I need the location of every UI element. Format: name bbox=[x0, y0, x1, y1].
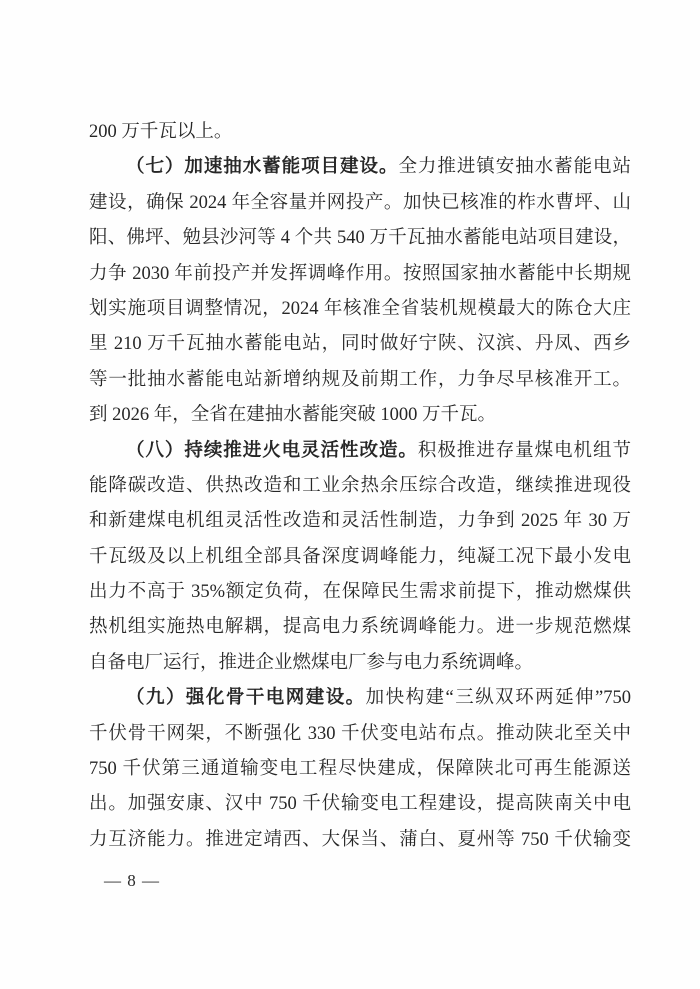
section-heading-run: （九）强化骨干电网建设。 bbox=[126, 688, 366, 709]
text-line bbox=[89, 434, 631, 469]
text-line bbox=[89, 221, 631, 256]
text-run: 阳、佛坪、勉县沙河等 4 个共 540 万千瓦抽水蓄能电站项目建设， bbox=[89, 228, 631, 249]
section-heading-run: （八）持续推进火电灵活性改造。 bbox=[126, 440, 418, 461]
text-run: 750 千伏第三通道输变电工程尽快建成，保障陕北可再生能源送 bbox=[89, 759, 631, 780]
document-body bbox=[89, 115, 631, 858]
text-run: 能降碳改造、供热改造和工业余热余压综合改造，继续推进现役 bbox=[89, 475, 631, 496]
text-run: 里 210 万千瓦抽水蓄能电站，同时做好宁陕、汉滨、丹凤、西乡 bbox=[89, 334, 631, 355]
text-line bbox=[89, 787, 631, 822]
text-run: 和新建煤电机组灵活性改造和灵活性制造，力争到 2025 年 30 万 bbox=[89, 511, 631, 532]
text-line bbox=[89, 610, 631, 645]
text-run: 到 2026 年，全省在建抽水蓄能突破 1000 万千瓦。 bbox=[89, 405, 497, 426]
text-run: 力互济能力。推进定靖西、大保当、蒲白、夏州等 750 千伏输变 bbox=[89, 829, 631, 850]
text-run: 力争 2030 年前投产并发挥调峰作用。按照国家抽水蓄能中长期规 bbox=[89, 263, 631, 284]
text-run: 等一批抽水蓄能电站新增纳规及前期工作，力争尽早核准开工。 bbox=[89, 369, 631, 390]
text-run: 自备电厂运行，推进企业燃煤电厂参与电力系统调峰。 bbox=[89, 652, 534, 673]
text-line bbox=[89, 363, 631, 398]
text-line bbox=[89, 327, 631, 362]
text-run: 出力不高于 35%额定负荷，在保障民生需求前提下，推动燃煤供 bbox=[89, 582, 631, 603]
text-line bbox=[89, 681, 631, 716]
text-line bbox=[89, 186, 631, 221]
text-run: 千伏骨干网架，不断强化 330 千伏变电站布点。推动陕北至关中 bbox=[89, 723, 631, 744]
text-run: 千瓦级及以上机组全部具备深度调峰能力，纯凝工况下最小发电 bbox=[89, 546, 631, 567]
text-line bbox=[89, 257, 631, 292]
text-line bbox=[89, 823, 631, 858]
text-line bbox=[89, 540, 631, 575]
text-run: 划实施项目调整情况，2024 年核准全省装机规模最大的陈仓大庄 bbox=[89, 298, 631, 319]
text-run: 出。加强安康、汉中 750 千伏输变电工程建设，提高陕南关中电 bbox=[89, 794, 631, 815]
text-run: 200 万千瓦以上。 bbox=[89, 122, 233, 142]
text-line bbox=[89, 717, 631, 752]
text-run: 加快构建“三纵双环两延伸”750 bbox=[365, 688, 631, 709]
text-run: 建设，确保 2024 年全容量并网投产。加快已核准的柞水曹坪、山 bbox=[89, 192, 631, 213]
section-heading-run: （七）加速抽水蓄能项目建设。 bbox=[126, 157, 399, 178]
text-run: 热机组实施热电解耦，提高电力系统调峰能力。进一步规范燃煤 bbox=[89, 617, 631, 638]
text-run: 全力推进镇安抽水蓄能电站 bbox=[398, 157, 631, 178]
text-line bbox=[89, 115, 631, 150]
text-line bbox=[89, 504, 631, 539]
page-number: — 8 — bbox=[104, 871, 160, 890]
text-line bbox=[89, 398, 631, 433]
text-line bbox=[89, 752, 631, 787]
text-line bbox=[89, 469, 631, 504]
text-line bbox=[89, 292, 631, 327]
text-run: 积极推进存量煤电机组节 bbox=[417, 440, 631, 461]
text-line bbox=[89, 575, 631, 610]
text-line bbox=[89, 150, 631, 185]
text-line bbox=[89, 646, 631, 681]
